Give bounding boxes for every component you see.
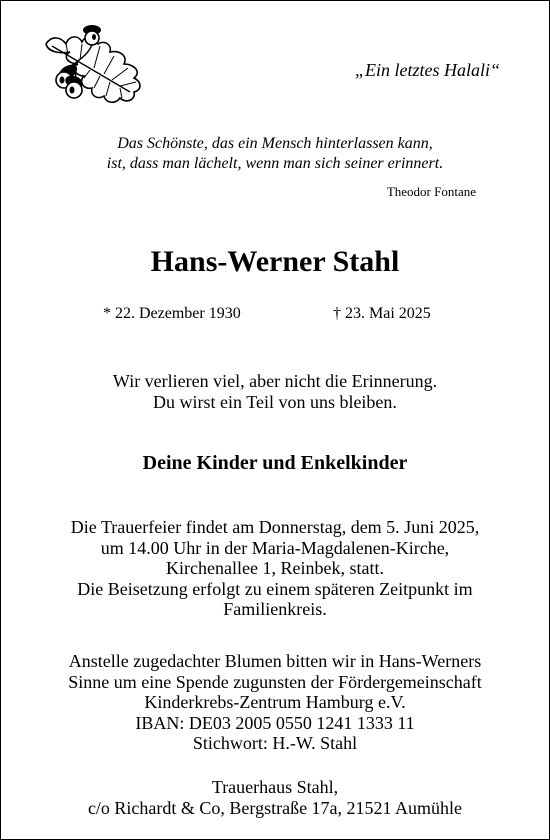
donation-info [0, 651, 550, 754]
motto: „Ein letztes Halali“ [354, 60, 500, 80]
donation-line: Kinderkrebs-Zentrum Hamburg e.V. [144, 692, 406, 712]
undertaker-info [0, 777, 550, 819]
funeral-info [0, 517, 550, 620]
verse-line: Du wirst ein Teil von uns bleiben. [153, 392, 397, 412]
quote-author: Theodor Fontane [386, 184, 476, 199]
donation-line: Stichwort: H.-W. Stahl [192, 733, 358, 753]
birth-date: * 22. Dezember 1930 [103, 305, 241, 322]
funeral-line: Kirchenallee 1, Reinbek, statt. [166, 558, 384, 578]
verse-line: Wir verlieren viel, aber nicht die Erinnerung. [112, 371, 438, 391]
donation-line: IBAN: DE03 2005 0550 1241 1333 11 [135, 712, 415, 733]
undertaker-line: Trauerhaus Stahl, [211, 777, 339, 797]
quote-line: ist, dass man lächelt, wenn man sich seiner erinnert. [106, 155, 444, 172]
verse [0, 371, 550, 413]
quote-line: Das Schönste, das ein Mensch hinterlassen kann, [117, 135, 433, 152]
funeral-line: Die Beisetzung erfolgt zu einem späteren Zeitpunkt im [77, 578, 473, 599]
funeral-line: Die Trauerfeier findet am Donnerstag, dem 5. Juni 2025, [70, 517, 480, 537]
donation-line: Anstelle zugedachter Blumen bitten wir in Hans-Werners [68, 651, 482, 671]
funeral-line: um 14.00 Uhr in der Maria-Magdalenen-Kirche, [100, 537, 450, 558]
funeral-line: Familienkreis. [223, 599, 327, 619]
oak-leaf-with-acorns-icon [38, 24, 158, 106]
undertaker-line: c/o Richardt & Co, Bergstraße 17a, 21521 Aumühle [87, 798, 463, 818]
quote [0, 134, 550, 174]
death-date: † 23. Mai 2025 [333, 305, 431, 322]
deceased-name: Hans-Werner Stahl [150, 245, 400, 278]
donation-line: Sinne um eine Spende zugunsten der Fördergemeinschaft [68, 671, 482, 692]
mourners: Deine Kinder und Enkelkinder [142, 452, 408, 474]
